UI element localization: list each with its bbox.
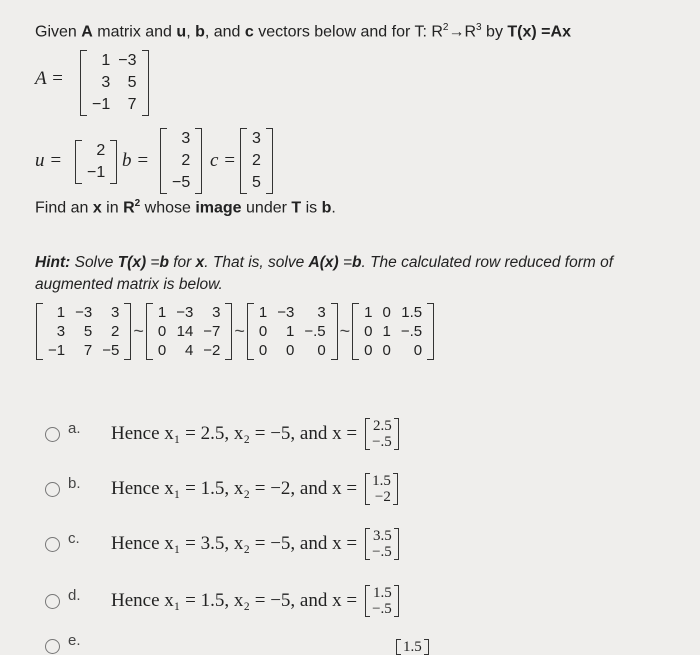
matrix-cell: 7 — [127, 96, 137, 113]
augmented-matrix — [247, 303, 338, 360]
hint-text: = — [338, 254, 352, 271]
matrix-cell: 0 — [286, 341, 295, 359]
row-equivalent-symbol: ~ — [339, 320, 351, 341]
matrix-cell: 5 — [83, 322, 93, 340]
option-text: Hence x₁ = 3.5, x₂ = −5, and x = — [111, 533, 358, 554]
find-text: under — [241, 199, 292, 217]
find-R: R — [123, 199, 135, 217]
find-text: whose — [140, 199, 196, 217]
answer-vector — [365, 528, 399, 560]
vector-cell: −2 — [374, 489, 391, 505]
hint-line1 — [35, 254, 613, 272]
row-equivalent-symbol: ~ — [133, 320, 144, 341]
matrix-cell: 3 — [252, 130, 261, 147]
find-sup: 2 — [134, 198, 141, 209]
find-b: b — [321, 199, 332, 217]
option-1[interactable] — [45, 418, 399, 450]
q-Tx: T(x) =Ax — [507, 23, 571, 41]
b-vector — [160, 128, 202, 194]
option-letter: e. — [68, 632, 81, 649]
augmented-matrix — [352, 303, 434, 360]
option-text: Hence x₁ = 1.5, x₂ = −2, and x = — [111, 478, 358, 499]
vector-cell: −.5 — [372, 434, 392, 450]
matrix-cell: 1 — [56, 303, 66, 321]
matrix-cell: −3 — [118, 52, 137, 69]
matrix-cell: −3 — [176, 303, 194, 321]
vector-cell: 1.5 — [372, 473, 391, 489]
matrix-cell: −1 — [48, 341, 66, 359]
option-3[interactable] — [45, 528, 399, 560]
matrix-cell: 0 — [364, 341, 373, 359]
option-letter: c. — [68, 529, 80, 547]
augmented-matrix — [146, 303, 233, 360]
matrix-cell: 2 — [181, 152, 191, 169]
matrix-cell: 3 — [101, 74, 111, 91]
q-text: , — [186, 23, 196, 41]
matrix-cell: 5 — [252, 174, 261, 191]
hint-prefix: Hint: — [35, 254, 71, 271]
matrix-cell: −3 — [75, 303, 93, 321]
option-text: Hence x₁ = 2.5, x₂ = −5, and x = — [111, 423, 358, 444]
vector-cell: 1.5 — [373, 585, 392, 601]
q-b: b — [195, 23, 205, 41]
option-letter: b. — [68, 474, 81, 492]
matrix-cell: −.5 — [400, 322, 423, 340]
find-text: in — [101, 199, 124, 217]
option-letter: a. — [68, 419, 81, 437]
radio-button[interactable] — [45, 594, 60, 609]
q-c: c — [244, 23, 254, 41]
hint-x: x — [195, 254, 205, 271]
option-4[interactable] — [45, 585, 399, 617]
answer-vector — [396, 639, 429, 655]
option-letter: d. — [68, 586, 81, 604]
hint-line2: augmented matrix is below. — [35, 276, 223, 293]
question-line — [35, 22, 571, 41]
hint-text: for — [168, 254, 196, 271]
u-label: u = — [35, 150, 63, 171]
vector-cell: 1.5 — [403, 638, 422, 655]
hint-text: Solve — [70, 254, 118, 271]
q-text: vectors below and for T: R — [253, 23, 443, 41]
hint-b: b — [352, 254, 362, 271]
hint-Tx: T(x) — [117, 254, 147, 271]
A-label: A = — [35, 68, 64, 89]
q-A: A — [81, 23, 93, 41]
matrix-cell: 1 — [157, 303, 167, 321]
A-matrix — [80, 50, 149, 116]
matrix-cell: 3 — [181, 130, 191, 147]
matrix-cell: 0 — [364, 322, 373, 340]
matrix-cell: −7 — [203, 322, 221, 340]
radio-button[interactable] — [45, 482, 60, 497]
matrix-cell: −5 — [172, 174, 191, 191]
c-vector — [240, 128, 273, 194]
matrix-cell: 4 — [184, 341, 194, 359]
augmented-matrix — [36, 303, 131, 360]
option-5[interactable] — [45, 632, 429, 655]
find-T: T — [291, 199, 302, 217]
matrix-cell: 14 — [176, 322, 194, 340]
matrix-cell: 0 — [413, 341, 423, 359]
matrix-cell: 2 — [96, 142, 106, 159]
matrix-cell: 5 — [127, 74, 137, 91]
find-text: . — [331, 199, 336, 217]
matrix-cell: 2 — [110, 322, 120, 340]
matrix-cell: 0 — [258, 341, 268, 359]
radio-button[interactable] — [45, 537, 60, 552]
vector-cell: −.5 — [372, 601, 392, 617]
find-x: x — [92, 199, 102, 217]
matrix-cell: −2 — [203, 341, 221, 359]
hint-text: = — [146, 254, 160, 271]
matrix-cell: 1.5 — [401, 303, 423, 321]
find-text: Find an — [35, 199, 93, 217]
radio-button[interactable] — [45, 427, 60, 442]
matrix-cell: 3 — [317, 303, 326, 321]
option-2[interactable] — [45, 473, 398, 505]
find-text: is — [301, 199, 322, 217]
matrix-cell: 0 — [157, 322, 167, 340]
matrix-cell: 1 — [258, 303, 268, 321]
find-image: image — [195, 199, 242, 217]
matrix-cell: 0 — [317, 341, 326, 359]
matrix-cell: 1 — [364, 303, 373, 321]
q-text: →R — [448, 23, 477, 41]
matrix-cell: −5 — [102, 341, 120, 359]
rref-sequence — [36, 300, 434, 362]
vector-cell: −.5 — [372, 544, 392, 560]
q-text: , and — [204, 23, 245, 41]
matrix-cell: −.5 — [304, 322, 326, 340]
q-text: matrix and — [92, 23, 177, 41]
u-vector — [75, 140, 117, 184]
hint-b: b — [159, 254, 169, 271]
q-sup: 2 — [442, 22, 449, 33]
hint-Ax: A(x) — [308, 254, 339, 271]
matrix-cell: 0 — [157, 341, 167, 359]
matrix-cell: 3 — [212, 303, 221, 321]
answer-vector — [365, 585, 399, 617]
matrix-cell: 2 — [252, 152, 261, 169]
matrix-cell: 1 — [286, 322, 295, 340]
option-text: Hence x₁ = 1.5, x₂ = −5, and x = — [111, 590, 358, 611]
matrix-cell: −1 — [87, 164, 106, 181]
b-label: b = — [122, 150, 150, 171]
matrix-cell: 1 — [382, 322, 391, 340]
matrix-cell: −3 — [277, 303, 295, 321]
q-text: Given — [35, 23, 82, 41]
matrix-cell: 0 — [382, 341, 391, 359]
answer-vector — [365, 418, 399, 450]
matrix-cell: 0 — [382, 303, 391, 321]
row-equivalent-symbol: ~ — [234, 320, 245, 341]
c-label: c = — [210, 150, 237, 171]
matrix-cell: 0 — [258, 322, 268, 340]
find-line — [35, 198, 336, 217]
matrix-cell: 3 — [56, 322, 66, 340]
q-u: u — [176, 23, 187, 41]
matrix-cell: 1 — [101, 52, 111, 69]
matrix-cell: −1 — [92, 96, 111, 113]
q-text: by — [481, 23, 508, 41]
matrix-cell: 3 — [110, 303, 120, 321]
vector-cell: 3.5 — [373, 528, 392, 544]
radio-button[interactable] — [45, 639, 60, 654]
hint-text: . The calculated row reduced form of — [361, 254, 614, 271]
q-sup: 3 — [476, 22, 482, 33]
vector-cell: 2.5 — [373, 418, 392, 434]
matrix-cell: 7 — [83, 341, 93, 359]
answer-vector — [365, 473, 398, 505]
hint-text: . That is, solve — [204, 254, 309, 271]
